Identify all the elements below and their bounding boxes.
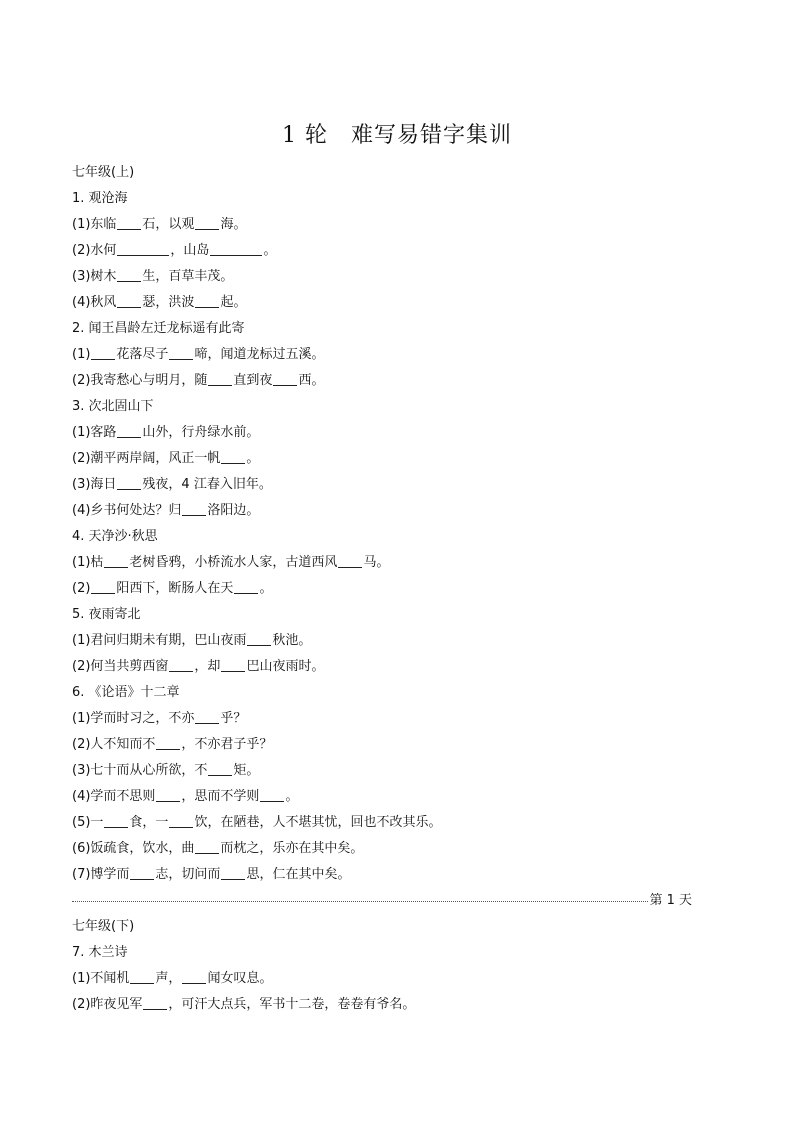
poem-heading: 7. 木兰诗 — [72, 945, 128, 960]
exercise-line — [72, 212, 692, 238]
line-text: (4)学而不思则 — [72, 789, 156, 804]
line-text: 生，百草丰茂。 — [142, 269, 234, 284]
line-text: (2)何当共剪西窗 — [72, 659, 169, 674]
exercise-line — [72, 628, 692, 654]
line-text: 。 — [246, 451, 260, 466]
line-text: 饮，在陋巷，人不堪其忧，回也不改其乐。 — [194, 815, 442, 830]
exercise-line — [72, 498, 692, 524]
line-text: 声， — [155, 971, 182, 986]
line-text: (2)潮平两岸阔，风正一帆 — [72, 451, 221, 466]
answer-blank[interactable] — [130, 865, 154, 880]
line-text: 。 — [285, 789, 299, 804]
line-text: 石，以观 — [142, 217, 195, 232]
line-text: (6)饭疏食，饮水，曲 — [72, 841, 195, 856]
line-text: 海。 — [220, 217, 247, 232]
line-text: (3)七十而从心所欲，不 — [72, 763, 208, 778]
exercise-line — [72, 706, 692, 732]
day-label: 第 1 天 — [649, 893, 692, 908]
line-text: 残夜，4 江春入旧年。 — [142, 477, 272, 492]
line-text: (2)我寄愁心与明月，随 — [72, 373, 208, 388]
exercise-line — [72, 992, 692, 1018]
line-text: 瑟，洪波 — [142, 295, 195, 310]
line-text: (3)树木 — [72, 269, 117, 284]
answer-blank[interactable] — [117, 423, 141, 438]
line-text: 食，一 — [129, 815, 169, 830]
answer-blank[interactable] — [169, 657, 193, 672]
answer-blank[interactable] — [169, 345, 193, 360]
line-text: 啼，闻道龙标过五溪。 — [194, 347, 325, 362]
answer-blank[interactable] — [221, 865, 245, 880]
line-text: (2)人不知而不 — [72, 737, 156, 752]
answer-blank[interactable] — [117, 293, 141, 308]
line-text: 秋池。 — [272, 633, 312, 648]
poem-heading: 5. 夜雨寄北 — [72, 607, 141, 622]
line-text: (4)乡书何处达？归 — [72, 503, 182, 518]
exercise-line — [72, 472, 692, 498]
line-text: (1)客路 — [72, 425, 117, 440]
poem-heading: 1. 观沧海 — [72, 191, 128, 206]
exercise-line — [72, 654, 692, 680]
exercise-line — [72, 966, 692, 992]
line-text: 。 — [259, 581, 273, 596]
line-text: 马。 — [363, 555, 390, 570]
answer-blank[interactable] — [104, 553, 128, 568]
line-text: (2)水何 — [72, 243, 117, 258]
answer-blank[interactable] — [208, 371, 232, 386]
line-text: 西。 — [298, 373, 325, 388]
line-text: (5)一 — [72, 815, 104, 830]
line-text: 志，切问而 — [155, 867, 221, 882]
line-text: (2) — [72, 581, 91, 596]
answer-blank[interactable] — [117, 267, 141, 282]
answer-blank[interactable] — [91, 345, 115, 360]
answer-blank[interactable] — [273, 371, 297, 386]
answer-blank[interactable] — [104, 813, 128, 828]
line-text: ，不亦君子乎？ — [181, 737, 273, 752]
line-text: (1) — [72, 347, 91, 362]
answer-blank[interactable] — [210, 241, 262, 256]
answer-blank[interactable] — [156, 787, 180, 802]
answer-blank[interactable] — [117, 215, 141, 230]
line-text: (3)海日 — [72, 477, 117, 492]
exercise-line — [72, 290, 692, 316]
line-text: 老树昏鸦，小桥流水人家，古道西风 — [129, 555, 338, 570]
exercise-line — [72, 264, 692, 290]
poem-heading: 3. 次北固山下 — [72, 399, 154, 414]
line-text: 阳西下，断肠人在天 — [116, 581, 234, 596]
line-text: 巴山夜雨时。 — [246, 659, 325, 674]
line-text: ，可汗大点兵，军书十二卷，卷卷有爷名。 — [168, 997, 416, 1012]
answer-blank[interactable] — [247, 631, 271, 646]
line-text: ，却 — [194, 659, 221, 674]
poem-heading: 2. 闻王昌龄左迁龙标遥有此寄 — [72, 321, 245, 336]
line-text: (4)秋风 — [72, 295, 117, 310]
line-text: 洛阳边。 — [207, 503, 260, 518]
exercise-line — [72, 732, 692, 758]
answer-blank[interactable] — [117, 241, 169, 256]
line-text: 而枕之，乐亦在其中矣。 — [220, 841, 364, 856]
answer-blank[interactable] — [221, 657, 245, 672]
answer-blank[interactable] — [156, 735, 180, 750]
line-text: 花落尽子 — [116, 347, 169, 362]
grade-heading: 七年级(上) — [72, 165, 135, 180]
exercise-line — [72, 446, 692, 472]
exercise-line — [72, 784, 692, 810]
answer-blank[interactable] — [117, 475, 141, 490]
answer-blank[interactable] — [208, 761, 232, 776]
exercise-line — [72, 238, 692, 264]
answer-blank[interactable] — [91, 579, 115, 594]
answer-blank[interactable] — [260, 787, 284, 802]
answer-blank[interactable] — [195, 215, 219, 230]
line-text: (1)东临 — [72, 217, 117, 232]
dotted-rule — [72, 901, 648, 902]
line-text: (1)不闻机 — [72, 971, 130, 986]
poem-heading: 6. 《论语》十二章 — [72, 685, 180, 700]
answer-blank[interactable] — [338, 553, 362, 568]
exercise-line — [72, 810, 692, 836]
line-text: (1)枯 — [72, 555, 104, 570]
answer-blank[interactable] — [195, 709, 219, 724]
exercise-line — [72, 368, 692, 394]
exercise-line — [72, 862, 692, 888]
line-text: 思，仁在其中矣。 — [246, 867, 351, 882]
line-text: ，思而不学则 — [181, 789, 260, 804]
line-text: 。 — [263, 243, 277, 258]
answer-blank[interactable] — [169, 813, 193, 828]
line-text: (2)昨夜见军 — [72, 997, 143, 1012]
answer-blank[interactable] — [195, 293, 219, 308]
answer-blank[interactable] — [182, 501, 206, 516]
line-text: 乎？ — [220, 711, 247, 726]
line-text: 直到夜 — [233, 373, 273, 388]
line-text: 起。 — [220, 295, 247, 310]
answer-blank[interactable] — [234, 579, 258, 594]
answer-blank[interactable] — [143, 995, 167, 1010]
exercise-line — [72, 420, 692, 446]
exercise-line — [72, 550, 692, 576]
answer-blank[interactable] — [221, 449, 245, 464]
answer-blank[interactable] — [130, 969, 154, 984]
line-text: ，山岛 — [170, 243, 210, 258]
exercise-line — [72, 576, 692, 602]
page-title: 1 轮 难写易错字集训 — [282, 123, 512, 148]
line-text: 矩。 — [233, 763, 260, 778]
line-text: (1)君问归期未有期，巴山夜雨 — [72, 633, 247, 648]
exercise-line — [72, 758, 692, 784]
exercise-content — [72, 160, 692, 1018]
poem-heading: 4. 天净沙·秋思 — [72, 529, 158, 544]
answer-blank[interactable] — [182, 969, 206, 984]
grade-heading: 七年级(下) — [72, 919, 135, 934]
line-text: 闻女叹息。 — [207, 971, 273, 986]
answer-blank[interactable] — [195, 839, 219, 854]
line-text: (1)学而时习之，不亦 — [72, 711, 195, 726]
line-text: 山外，行舟绿水前。 — [142, 425, 260, 440]
line-text: (7)博学而 — [72, 867, 130, 882]
exercise-line — [72, 342, 692, 368]
day-divider — [72, 888, 692, 914]
exercise-line — [72, 836, 692, 862]
